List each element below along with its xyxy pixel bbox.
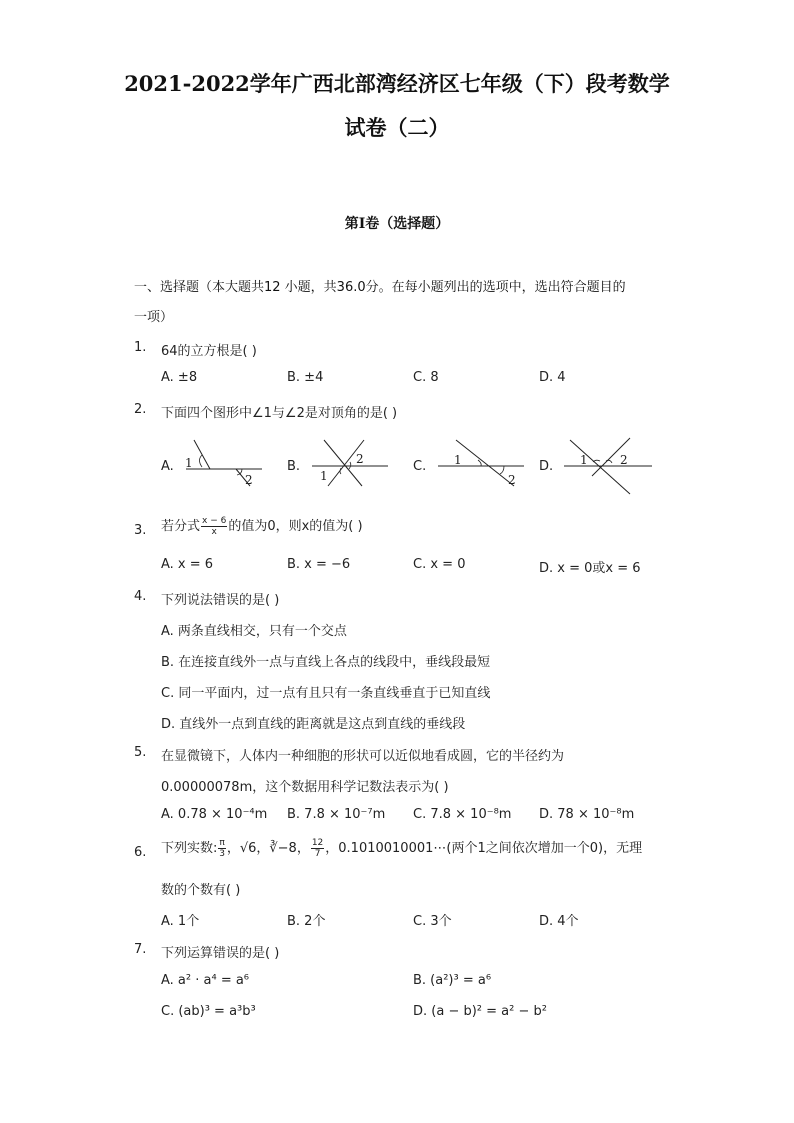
option-b: B. (287, 459, 301, 474)
option-c: C. 7.8 × 10⁻⁸m (413, 807, 512, 822)
question-stem-line2: 数的个数有( ) (161, 883, 241, 898)
fraction-numerator: π (219, 838, 225, 848)
option-d: D. x = 0或x = 6 (539, 561, 641, 576)
option-a: A. 1个 (161, 914, 200, 929)
angle-2-label: 2 (356, 452, 364, 466)
question-stem-line1 (161, 838, 642, 860)
angle-1-label: 1 (320, 469, 328, 483)
angle-figure-b (308, 436, 390, 490)
fraction-denominator: 7 (314, 849, 321, 859)
stem-suffix: ，0.1010010001⋯(两个1之间依次增加一个0)，无理 (325, 841, 643, 856)
angle-figure-d (560, 436, 654, 496)
option-c: C. (ab)³ = a³b³ (161, 1004, 256, 1019)
question-stem (161, 516, 363, 538)
option-b: B. x = −6 (287, 557, 351, 572)
angle-2-label: 2 (508, 473, 516, 487)
question-number: 7. (134, 942, 147, 957)
option-a: A. 0.78 × 10⁻⁴m (161, 807, 268, 822)
option-d: D. 78 × 10⁻⁸m (539, 807, 635, 822)
option-d: D. (a − b)² = a² − b² (413, 1004, 547, 1019)
option-b: B. 在连接直线外一点与直线上各点的线段中，垂线段最短 (161, 655, 491, 670)
option-b: B. (a²)³ = a⁶ (413, 973, 492, 988)
option-a: A. (161, 459, 174, 474)
fraction-numerator: 12 (311, 838, 324, 848)
option-b: B. 2个 (287, 914, 326, 929)
pi-over-3-fraction (218, 838, 225, 859)
option-c: C. 3个 (413, 914, 452, 929)
stem-middle: ，√6，∛−8， (226, 841, 310, 856)
fraction-numerator: x − 6 (202, 516, 227, 526)
option-a: A. ±8 (161, 370, 198, 385)
option-b: B. 7.8 × 10⁻⁷m (287, 807, 386, 822)
option-a: A. a² · a⁴ = a⁶ (161, 973, 250, 988)
question-stem: 下列运算错误的是( ) (161, 946, 280, 961)
option-d: D. 4 (539, 370, 566, 385)
stem-suffix: 的值为0，则x的值为( ) (228, 519, 363, 534)
question-stem: 下面四个图形中∠1与∠2是对顶角的是( ) (161, 406, 398, 421)
question-number: 5. (134, 745, 147, 760)
option-a: A. x = 6 (161, 557, 214, 572)
stem-prefix: 若分式 (161, 519, 201, 534)
section-instruction-line2: 一项） (134, 310, 174, 325)
question-number: 6. (134, 845, 147, 860)
fraction (201, 516, 227, 537)
option-a: A. 两条直线相交，只有一个交点 (161, 624, 347, 639)
option-c: C. x = 0 (413, 557, 466, 572)
twelve-sevenths-fraction (311, 838, 324, 859)
option-b: B. ±4 (287, 370, 324, 385)
question-number: 2. (134, 402, 147, 417)
angle-1-label: 1 (580, 453, 588, 467)
angle-1-label: 1 (185, 456, 193, 470)
section-title: 第I卷（选择题） (344, 216, 450, 232)
question-number: 1. (134, 340, 147, 355)
option-d: D. (539, 459, 554, 474)
angle-figure-a (182, 436, 264, 490)
stem-prefix: 下列实数: (161, 841, 218, 856)
option-d: D. 直线外一点到直线的距离就是这点到直线的垂线段 (161, 717, 466, 732)
fraction-denominator: x (211, 527, 217, 537)
question-number: 4. (134, 589, 147, 604)
angle-figure-c (434, 436, 526, 490)
page-title-line2: 试卷（二） (344, 115, 450, 140)
question-number: 3. (134, 523, 147, 538)
option-c: C. (413, 459, 427, 474)
section-instruction-line1: 一、选择题（本大题共12 小题，共36.0分。在每小题列出的选项中，选出符合题目的 (134, 280, 626, 295)
question-stem-line1: 在显微镜下，人体内一种细胞的形状可以近似地看成圆，它的半径约为 (161, 749, 565, 764)
question-stem: 下列说法错误的是( ) (161, 593, 280, 608)
page-title-line1: 2021-2022学年广西北部湾经济区七年级（下）段考数学 (124, 71, 670, 96)
option-d: D. 4个 (539, 914, 579, 929)
angle-2-label: 2 (245, 473, 253, 487)
fraction-denominator: 3 (219, 849, 225, 859)
option-c: C. 8 (413, 370, 439, 385)
question-stem-line2: 0.00000078m，这个数据用科学记数法表示为( ) (161, 780, 449, 795)
angle-1-label: 1 (454, 453, 462, 467)
angle-2-label: 2 (620, 453, 628, 467)
question-stem: 64的立方根是( ) (161, 344, 257, 359)
option-c: C. 同一平面内，过一点有且只有一条直线垂直于已知直线 (161, 686, 491, 701)
